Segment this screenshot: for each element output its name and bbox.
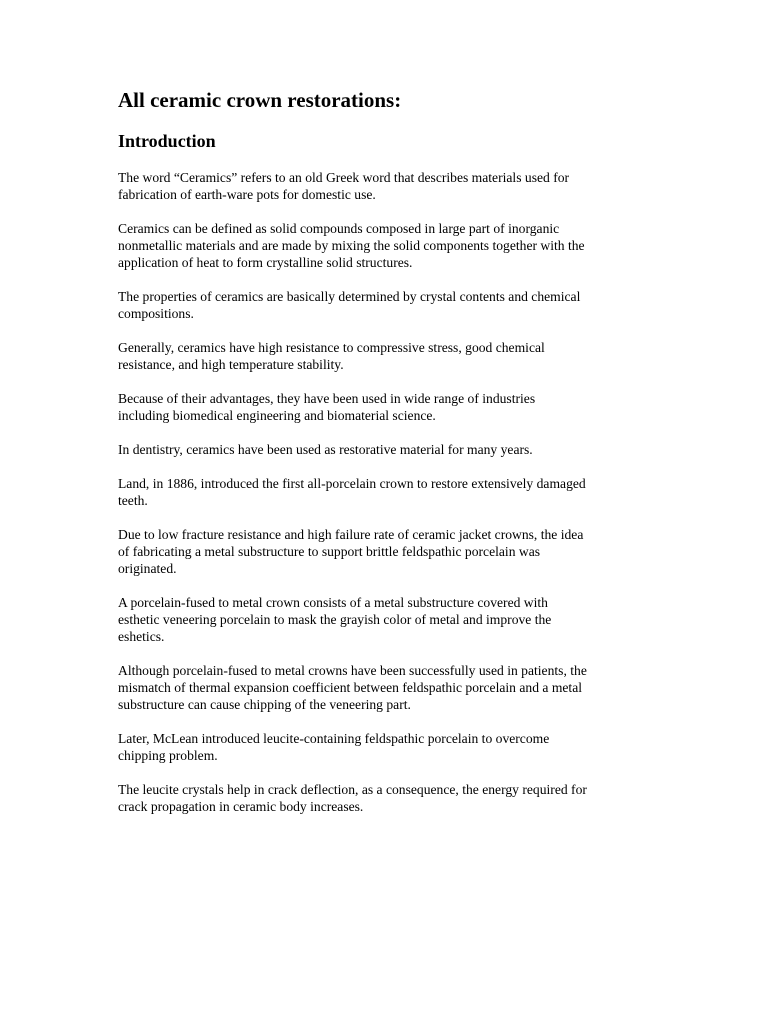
paragraph-line: fabrication of earth-ware pots for domestic use.: [118, 187, 376, 202]
paragraph: [118, 339, 658, 373]
paragraph: [118, 441, 658, 458]
paragraph-line: including biomedical engineering and biomaterial science.: [118, 408, 436, 423]
paragraph-line: teeth.: [118, 493, 148, 508]
paragraph-line: Ceramics can be defined as solid compounds composed in large part of inorganic: [118, 221, 560, 236]
paragraph-line: originated.: [118, 561, 177, 576]
paragraph: [118, 526, 658, 577]
paragraph: [118, 220, 658, 271]
paragraph-line: Although porcelain-fused to metal crowns have been successfully used in patients, the: [118, 663, 587, 678]
document-title: All ceramic crown restorations:: [118, 88, 402, 112]
paragraph-line: eshetics.: [118, 629, 165, 644]
paragraph-line: compositions.: [118, 306, 194, 321]
paragraph-line: Because of their advantages, they have been used in wide range of industries: [118, 391, 536, 406]
paragraph: [118, 594, 658, 645]
paragraph-line: substructure can cause chipping of the veneering part.: [118, 697, 411, 712]
paragraph-line: resistance, and high temperature stability.: [118, 357, 344, 372]
paragraph-line: nonmetallic materials and are made by mixing the solid components together with the: [118, 238, 585, 253]
paragraph-line: mismatch of thermal expansion coefficient between feldspathic porcelain and a metal: [118, 680, 583, 695]
paragraph-line: Generally, ceramics have high resistance to compressive stress, good chemical: [118, 340, 545, 355]
paragraph-line: Due to low fracture resistance and high failure rate of ceramic jacket crowns, the idea: [118, 527, 584, 542]
paragraph-line: esthetic veneering porcelain to mask the grayish color of metal and improve the: [118, 612, 552, 627]
paragraph-line: chipping problem.: [118, 748, 218, 763]
paragraph-line: Later, McLean introduced leucite-containing feldspathic porcelain to overcome: [118, 731, 550, 746]
paragraph: [118, 662, 658, 713]
body-text: [118, 169, 658, 815]
paragraph-line: In dentistry, ceramics have been used as restorative material for many years.: [118, 442, 533, 457]
paragraph: [118, 390, 658, 424]
paragraph-line: A porcelain-fused to metal crown consists of a metal substructure covered with: [118, 595, 548, 610]
paragraph: [118, 781, 658, 815]
paragraph: [118, 288, 658, 322]
paragraph-line: The properties of ceramics are basically determined by crystal contents and chemical: [118, 289, 581, 304]
paragraph-line: application of heat to form crystalline solid structures.: [118, 255, 413, 270]
paragraph: [118, 475, 658, 509]
paragraph: [118, 169, 658, 203]
paragraph-line: The leucite crystals help in crack deflection, as a consequence, the energy required for: [118, 782, 587, 797]
paragraph-line: Land, in 1886, introduced the first all-porcelain crown to restore extensively damaged: [118, 476, 586, 491]
paragraph-line: The word “Ceramics” refers to an old Greek word that describes materials used for: [118, 170, 570, 185]
paragraph-line: of fabricating a metal substructure to support brittle feldspathic porcelain was: [118, 544, 541, 559]
paragraph-line: crack propagation in ceramic body increases.: [118, 799, 364, 814]
paragraph: [118, 730, 658, 764]
section-heading-introduction: Introduction: [118, 131, 216, 151]
